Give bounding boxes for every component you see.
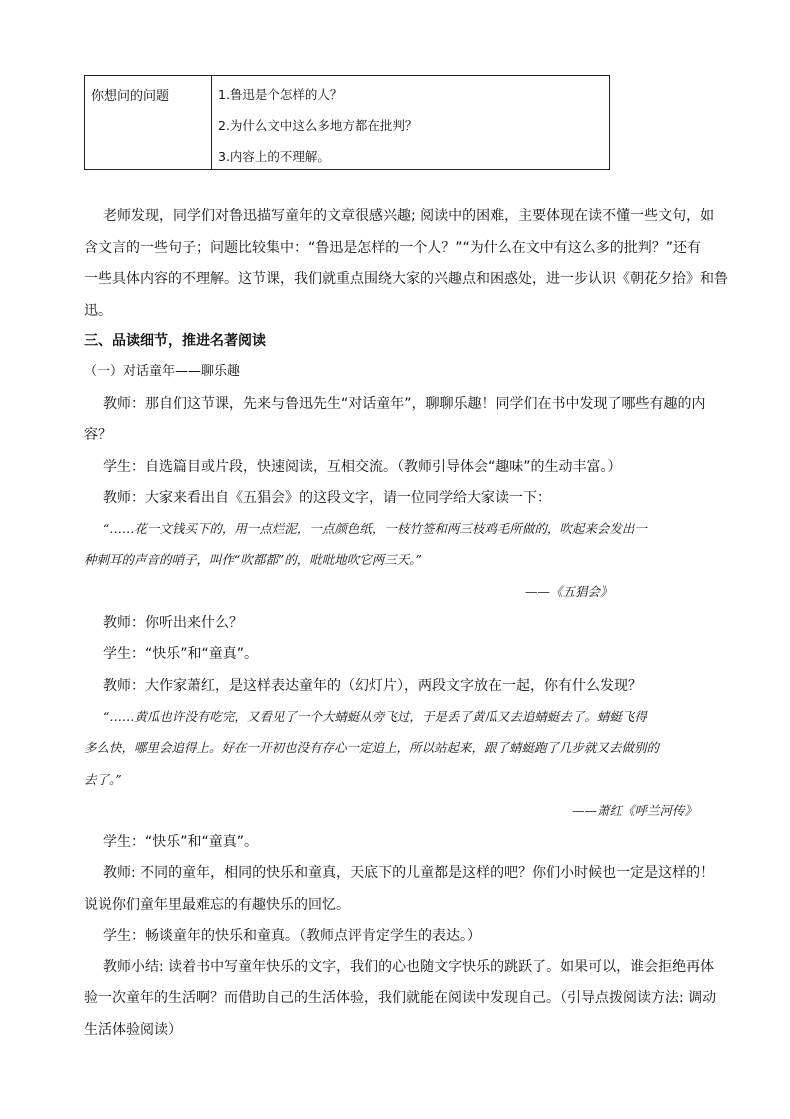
dialogue-line: 学生：“快乐”和“童真”。 bbox=[103, 646, 259, 662]
summary-line: 生活体验阅读） bbox=[84, 1022, 182, 1038]
question-item: 3.内容上的不理解。 bbox=[218, 149, 330, 164]
dialogue-line: 教师：大作家萧红，是这样表达童年的（幻灯片），两段文字放在一起，你有什么发现？ bbox=[103, 678, 642, 694]
quote-line: 种刺耳的声音的哨子，叫作“吹都都”的，吡吡地吹它两三天。” bbox=[84, 552, 422, 567]
quote-line: 去了。” bbox=[84, 772, 122, 787]
dialogue-line: 学生：自选篇目或片段，快速阅读，互相交流。（教师引导体会“趣味”的生动丰富。） bbox=[103, 459, 622, 475]
question-item: 2.为什么文中这么多地方都在批判？ bbox=[218, 118, 418, 133]
questions-table-items-cell bbox=[212, 76, 609, 169]
questions-table-label: 你想问的问题 bbox=[91, 89, 170, 104]
paragraph-line: 迅。 bbox=[84, 303, 112, 319]
dialogue-line: 学生：“快乐”和“童真”。 bbox=[103, 834, 259, 850]
paragraph-line: 含文言的一些句子；问题比较集中：“鲁迅是怎样的一个人？”“为什么在文中有这么多的批判？”还有 bbox=[84, 240, 702, 256]
dialogue-line: 教师：那自们这节课，先来与鲁迅先生“对话童年”，聊聊乐趣！同学们在书中发现了哪些有趣的内 bbox=[103, 396, 706, 412]
dialogue-line: 学生：畅谈童年的快乐和童真。（教师点评肯定学生的表达。） bbox=[103, 928, 481, 944]
dialogue-line: 教师：你听出来什么？ bbox=[103, 615, 243, 631]
questions-table-label-cell bbox=[85, 76, 212, 169]
paragraph-line: 一些具体内容的不理解。这节课，我们就重点围绕大家的兴趣点和困惑处，进一步认识《朝花夕拾》和鲁 bbox=[84, 271, 728, 287]
dialogue-line: 教师: 不同的童年，相同的快乐和童真，天底下的儿童都是这样的吧？你们小时候也一定是这样的！ bbox=[103, 865, 715, 881]
quote-line: “……花一文钱买下的，用一点烂泥，一点颜色纸，一枝竹签和两三枝鸡毛所做的，吹起来会发出一 bbox=[103, 521, 647, 536]
paragraph-line: 老师发现，同学们对鲁迅描写童年的文章很感兴趣; 阅读中的困难，主要体现在读不懂一些文句，如 bbox=[103, 208, 715, 224]
dialogue-line: 教师：大家来看出自《五猖会》的这段文字，请一位同学给大家读一下： bbox=[103, 490, 551, 506]
summary-line: 验一次童年的生活啊？而借助自己的生活体验，我们就能在阅读中发现自己。（引导点拨阅读方法: 调动 bbox=[84, 990, 717, 1006]
dialogue-line: 说说你们童年里最难忘的有趣快乐的回忆。 bbox=[84, 897, 350, 913]
summary-line: 教师小结: 读着书中写童年快乐的文字，我们的心也随文字快乐的跳跃了。如果可以，谁会拒绝再体 bbox=[103, 959, 715, 975]
dialogue-line: 容？ bbox=[84, 427, 112, 443]
quote-line: “……黄瓜也许没有吃完，又看见了一个大蜻蜓从旁飞过，于是丢了黄瓜又去追蜻蜓去了。蜻蜓飞得 bbox=[103, 709, 647, 724]
question-item: 1.鲁迅是个怎样的人？ bbox=[218, 87, 343, 102]
quote-source: ——《五猖会》 bbox=[525, 584, 613, 599]
questions-table bbox=[84, 75, 610, 170]
section-heading: 三、品读细节，推进名著阅读 bbox=[84, 333, 266, 349]
sub-heading: （一）对话童年——聊乐趣 bbox=[84, 364, 241, 379]
quote-source: ——萧红《呼兰河传》 bbox=[572, 803, 698, 818]
quote-line: 多么快，哪里会追得上。好在一开初也没有存心一定追上，所以站起来，跟了蜻蜓跑了几步就又去做别的 bbox=[84, 740, 660, 755]
